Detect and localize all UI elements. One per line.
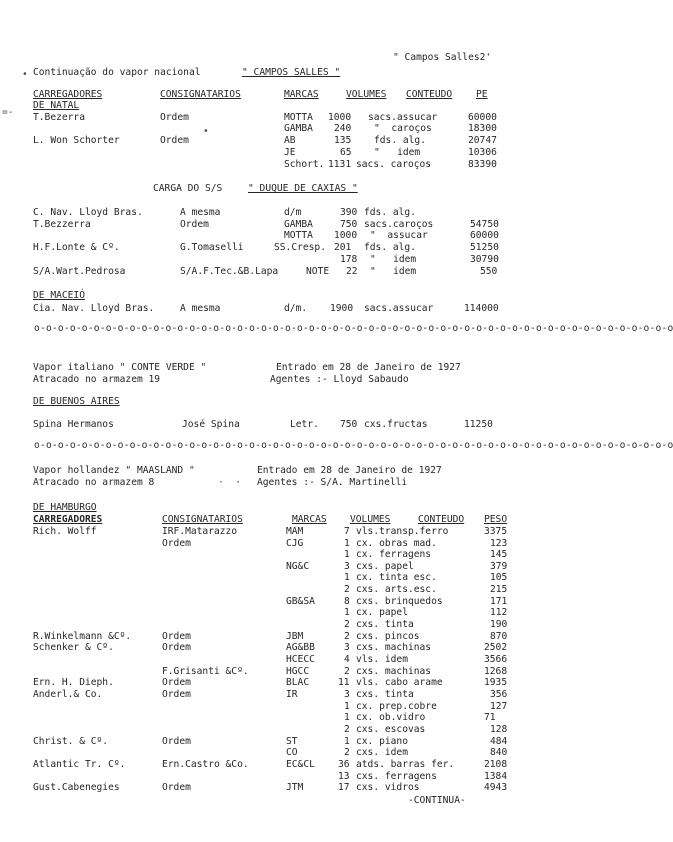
table-cell-mark: Letr. [290,419,319,430]
table-cell-consignee: Ordem [162,642,191,653]
table-cell-shipper: Gust.Cabenegies [33,782,120,793]
table-cell-volumes: 2 [344,631,350,642]
table-cell-consignee: Ordem [162,631,191,642]
col-weight: PE [476,89,488,100]
table-cell-volumes: 178 [340,254,358,265]
table-cell-consignee: Ordem [162,538,191,549]
table-cell-content: cxs. ferragens [356,771,437,782]
table-cell-weight: 60000 [470,230,499,241]
table-cell-weight: 190 [490,619,508,630]
table-cell-content: " idem [370,254,417,265]
col-content: CONTEUDO [406,89,453,100]
table-cell-volumes: 390 [340,207,358,218]
table-cell-shipper: Cia. Nav. Lloyd Bras. [33,303,155,314]
table-cell-content: fds. alg. [364,207,416,218]
table-cell-content: " assucar [370,230,428,241]
table-cell-weight: 123 [490,538,508,549]
port-heading: DE NATAL [33,100,80,111]
col-content: CONTEUDO [418,514,465,525]
table-cell-weight: 60000 [468,112,497,123]
table-cell-content: cxs. idem [356,747,408,758]
table-cell-content: cxs. arts.esc. [356,584,437,595]
table-cell-shipper: H.F.Lonte & Cº. [33,242,120,253]
table-cell-shipper: R.Winkelmann &Cº. [33,631,132,642]
table-cell-weight: 2502 [484,642,508,653]
table-cell-weight: 54750 [470,219,499,230]
table-cell-weight: 3566 [484,654,508,665]
maceio-heading: DE MACEIÓ [33,290,85,301]
port-heading: DE HAMBURGO [33,502,97,513]
table-cell-volumes: 4 [344,654,350,665]
ink-mark: • [203,126,209,137]
table-cell-mark: GAMBA [284,219,313,230]
table-cell-content: fds. alg. [374,135,426,146]
table-cell-weight: 71 [484,712,496,723]
table-cell-volumes: 240 [334,123,352,134]
table-cell-content: cxs. papel [356,561,414,572]
table-cell-weight: 10306 [468,147,497,158]
table-cell-content: cx. piano [356,736,408,747]
table-cell-weight: 2108 [484,759,508,770]
table-cell-volumes: 750 [340,219,358,230]
table-cell-volumes: 22 [346,266,358,277]
table-cell-content: cxs.fructas [364,419,428,430]
table-cell-volumes: 2 [344,666,350,677]
table-cell-mark: AG&BB [286,642,315,653]
table-cell-weight: 4943 [484,782,508,793]
table-cell-volumes: 17 [338,782,350,793]
berth-line: Atracado no armazem 19 [33,374,161,385]
table-cell-weight: 105 [490,572,508,583]
table-cell-volumes: 1131 [328,159,352,170]
table-cell-shipper: Ern. H. Dieph. [33,677,114,688]
table-cell-weight: 114000 [464,303,499,314]
table-cell-content: cxs. escovas [356,724,426,735]
table-cell-shipper: L. Won Schorter [33,135,120,146]
table-cell-weight: 870 [490,631,508,642]
table-cell-volumes: 7 [344,526,350,537]
table-cell-weight: 356 [490,689,508,700]
table-cell-content: cxs. pincos [356,631,420,642]
table-cell-content: cx. prep.cobre [356,701,437,712]
table-cell-mark: JTM [286,782,304,793]
table-cell-weight: 83390 [468,159,497,170]
table-cell-shipper: Anderl.& Co. [33,689,103,700]
table-cell-content: cx. papel [356,607,408,618]
cargo-vessel-name: " DUQUE DE CAXIAS " [248,183,358,194]
berth-line: Atracado no armazem 8 [33,477,155,488]
table-cell-mark: GAMBA [284,123,313,134]
table-cell-weight: 128 [490,724,508,735]
table-cell-shipper: C. Nav. Lloyd Bras. [33,207,143,218]
table-cell-volumes: 135 [334,135,352,146]
table-cell-weight: 20747 [468,135,497,146]
table-cell-consignee: F.Grisanti &Cº. [162,666,249,677]
table-cell-consignee: G.Tomaselli [180,242,244,253]
continues-label: -CONTINUA- [408,795,466,806]
table-cell-content: cxs. tinta [356,689,414,700]
table-cell-weight: 30790 [470,254,499,265]
table-cell-consignee: Ordem [162,782,191,793]
table-cell-mark: HCECC [286,654,315,665]
table-cell-volumes: 201 [334,242,352,253]
table-cell-mark: CJG [286,538,304,549]
table-cell-consignee: Ordem [160,135,189,146]
table-cell-content: fds. alg. [364,242,416,253]
table-cell-weight: 171 [490,596,508,607]
table-cell-weight: 11250 [464,419,493,430]
table-cell-volumes: 3 [344,642,350,653]
table-cell-shipper: Schenker & Cº. [33,642,114,653]
continuation-label: Continuação do vapor nacional [33,67,201,78]
table-cell-volumes: 1 [344,572,350,583]
table-cell-mark: GB&SA [286,596,315,607]
table-cell-volumes: 65 [340,147,352,158]
table-cell-content: cx. ferragens [356,549,432,560]
col-shippers: CARREGADORES [33,89,103,100]
vessel-name: " CAMPOS SALLES " [242,67,341,78]
table-cell-weight: 3375 [484,526,508,537]
arrival-line: Entrado em 28 de Janeiro de 1927 [257,465,442,476]
table-cell-mark: EC&CL [286,759,315,770]
margin-mark: =- [2,107,14,118]
col-volumes: VOLUMES [350,514,391,525]
table-cell-content: " idem [374,147,421,158]
table-cell-volumes: 1 [344,736,350,747]
table-cell-weight: 18300 [468,123,497,134]
table-cell-mark: d/m. [284,303,308,314]
table-cell-volumes: 3 [344,689,350,700]
table-cell-shipper: Rich. Wolff [33,526,97,537]
table-cell-mark: JE [284,147,296,158]
table-cell-mark: MOTTA [284,230,313,241]
table-cell-mark: BLAC [286,677,310,688]
table-cell-consignee: S/A.F.Tec.&B.Lapa [180,266,279,277]
table-cell-consignee: Ordem [162,689,191,700]
table-cell-weight: 1935 [484,677,508,688]
table-cell-content: cxs. machinas [356,642,432,653]
table-cell-mark: NOTE [306,266,330,277]
table-cell-content: cxs. tinta [356,619,414,630]
table-cell-content: vls. cabo arame [356,677,443,688]
section-separator: o-o-o-o-o-o-o-o-o-o-o-o-o-o-o-o-o-o-o-o-o-o-o-o-o-o-o-o-o-o-o-o-o-o-o-o-o-o-o-o-o-o-o-o-o-o-o-o-o-o-o-o-o-o [34,440,673,451]
table-cell-mark: SS.Cresp. [274,242,326,253]
table-cell-volumes: 1 [344,549,350,560]
table-cell-weight: 484 [490,736,508,747]
table-cell-consignee: Ordem [162,677,191,688]
table-cell-weight: 840 [490,747,508,758]
table-cell-volumes: 11 [338,677,350,688]
vessel-line: Vapor italiano " CONTE VERDE " [33,362,207,373]
table-cell-shipper: T.Bezerra [33,112,85,123]
table-cell-consignee: Ordem [160,112,189,123]
table-cell-content: cxs. vidros [356,782,420,793]
table-cell-volumes: 8 [344,596,350,607]
table-cell-consignee: A mesma [180,303,221,314]
agents-line: Agentes :- Lloyd Sabaudo [270,374,409,385]
table-cell-mark: ST [286,736,298,747]
table-cell-volumes: 1000 [334,230,358,241]
table-cell-volumes: 3 [344,561,350,572]
table-cell-content: cxs. machinas [356,666,432,677]
col-weight: PESO [484,514,508,525]
table-cell-content: sacs.caroços [364,219,434,230]
col-volumes: VOLUMES [346,89,387,100]
table-cell-content: vls.transp.ferro [356,526,449,537]
table-cell-mark: d/m [284,207,302,218]
table-cell-content: atds. barras fer. [356,759,455,770]
table-cell-mark: HGCC [286,666,310,677]
table-cell-mark: MAM [286,526,304,537]
table-cell-weight: 215 [490,584,508,595]
table-cell-consignee: A mesma [180,207,221,218]
table-cell-mark: Schort. [284,159,325,170]
table-cell-consignee: Ordem [162,736,191,747]
col-consignees: CONSIGNATARIOS [160,89,241,100]
table-cell-shipper: Christ. & Cº. [33,736,109,747]
table-cell-volumes: 13 [338,771,350,782]
table-cell-weight: 1268 [484,666,508,677]
table-cell-mark: NG&C [286,561,310,572]
col-shippers: CARREGADORES [33,514,103,525]
table-cell-mark: AB [284,135,296,146]
table-cell-consignee: Ern.Castro &Co. [162,759,249,770]
table-cell-consignee: José Spina [182,419,240,430]
col-marks: MARCAS [284,89,319,100]
table-cell-consignee: Ordem [180,219,209,230]
table-cell-consignee: IRF.Matarazzo [162,526,238,537]
table-cell-content: " caroços [374,123,432,134]
table-cell-volumes: 2 [344,724,350,735]
table-cell-mark: CO [286,747,298,758]
ink-mark: · · [218,477,242,488]
arrival-line: Entrado em 28 de Janeiro de 1927 [276,362,461,373]
table-cell-content: cxs. brinquedos [356,596,443,607]
bullet-mark: • [22,69,28,80]
table-cell-shipper: Spina Hermanos [33,419,114,430]
section-separator: o-o-o-o-o-o-o-o-o-o-o-o-o-o-o-o-o-o-o-o-o-o-o-o-o-o-o-o-o-o-o-o-o-o-o-o-o-o-o-o-o-o-o-o-o-o-o-o-o-o-o-o-o-o [34,323,673,334]
cargo-heading: CARGA DO S/S [153,183,223,194]
table-cell-content: sacs.assucar [368,112,438,123]
table-cell-content: sacs.assucar [364,303,434,314]
table-cell-content: cx. tinta esc. [356,572,437,583]
table-cell-weight: 51250 [470,242,499,253]
table-cell-volumes: 1900 [330,303,354,314]
table-cell-mark: IR [286,689,298,700]
table-cell-content: sacs. caroços [356,159,432,170]
table-cell-volumes: 2 [344,747,350,758]
col-marks: MARCAS [292,514,327,525]
table-cell-shipper: Atlantic Tr. Cº. [33,759,126,770]
table-cell-weight: 379 [490,561,508,572]
table-cell-weight: 1384 [484,771,508,782]
table-cell-content: " idem [370,266,417,277]
table-cell-volumes: 750 [340,419,358,430]
table-cell-weight: 112 [490,607,508,618]
table-cell-volumes: 1 [344,701,350,712]
col-consignees: CONSIGNATARIOS [162,514,243,525]
table-cell-weight: 550 [480,266,498,277]
table-cell-mark: JBM [286,631,304,642]
table-cell-weight: 145 [490,549,508,560]
table-cell-content: cx. ob.vidro [356,712,426,723]
port-heading: DE BUENOS AIRES [33,396,120,407]
vessel-line: Vapor hollandez " MAASLAND " [33,465,195,476]
table-cell-content: vls. idem [356,654,408,665]
agents-line: Agentes :- S/A. Martinelli [257,477,408,488]
table-cell-volumes: 1 [344,538,350,549]
table-cell-mark: MOTTA [284,112,313,123]
table-cell-volumes: 1000 [328,112,352,123]
table-cell-content: cx. obras mad. [356,538,437,549]
table-cell-volumes: 36 [338,759,350,770]
table-cell-weight: 127 [490,701,508,712]
table-cell-volumes: 1 [344,607,350,618]
table-cell-volumes: 1 [344,712,350,723]
page-reference: " Campos Salles2' [393,52,492,63]
table-cell-volumes: 2 [344,584,350,595]
table-cell-shipper: T.Bezzerra [33,219,91,230]
table-cell-volumes: 2 [344,619,350,630]
table-cell-shipper: S/A.Wart.Pedrosa [33,266,126,277]
